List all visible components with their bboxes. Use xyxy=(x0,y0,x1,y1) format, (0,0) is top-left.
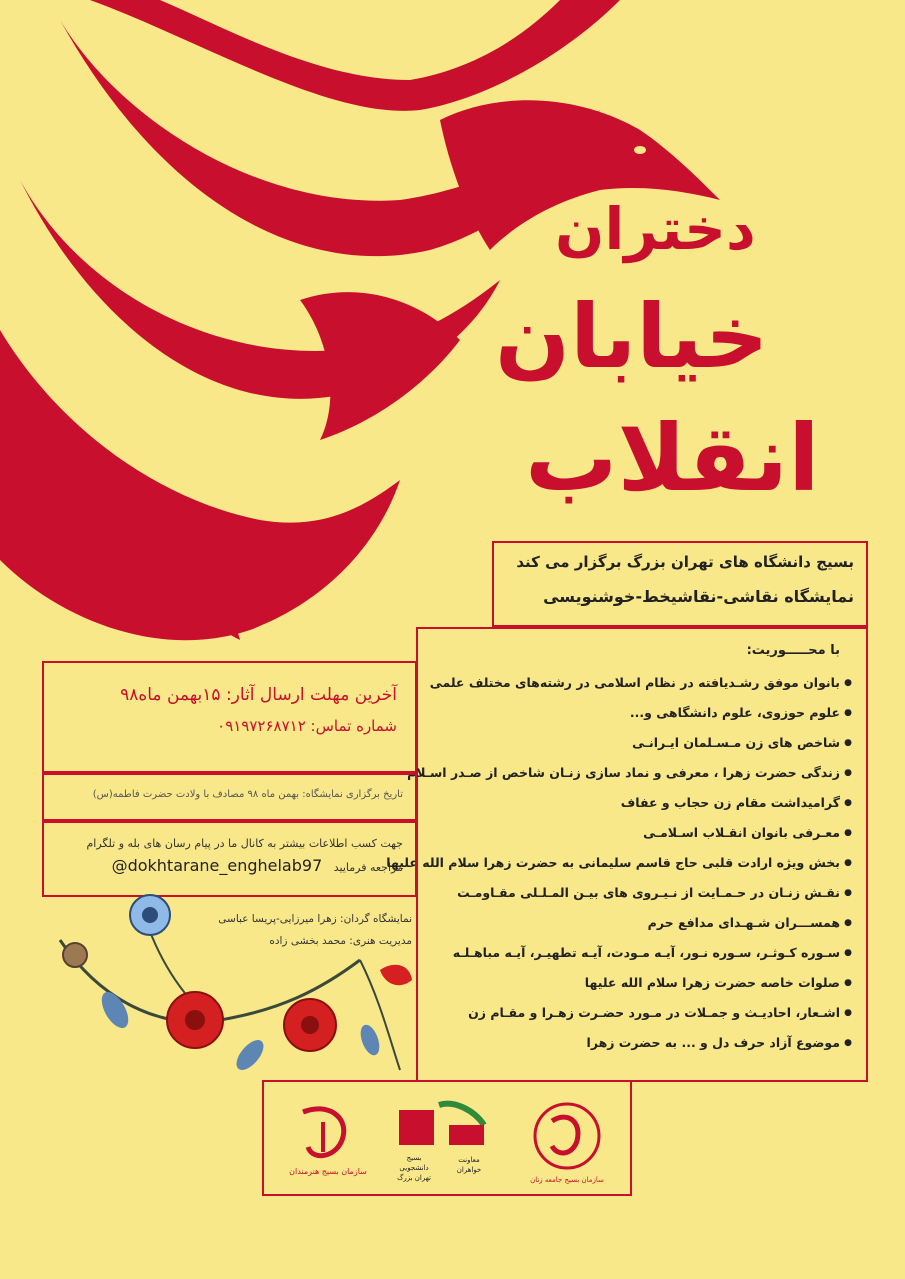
event-date-box xyxy=(42,773,417,821)
artists-basij-logo xyxy=(288,1102,368,1182)
title-line-1: دختران xyxy=(555,195,756,263)
student-basij-logo xyxy=(394,1100,494,1184)
topic-item: ● بخش ویژه ارادت قلبی حاج قاسم سلیمانی به حضرت زهرا سلام الله علیها xyxy=(432,848,852,878)
topic-item: ● بانوان موفق رشـدیافته در نظام اسلامی در رشته‌های مختلف علمی xyxy=(432,668,852,698)
topic-item: ● گرامیداشت مقام زن حجاب و عفاف xyxy=(432,788,852,818)
contact-line-2 xyxy=(56,856,403,875)
women-basij-logo xyxy=(522,1096,612,1186)
curators-credit: نمایشگاه گردان: زهرا میرزایی-پریسا عباسی xyxy=(218,913,412,925)
blue-leaf xyxy=(357,1022,383,1058)
red-flower-center xyxy=(301,1016,319,1034)
topic-item: ● علوم حوزوی، علوم دانشگاهی و... xyxy=(432,698,852,728)
topics-box xyxy=(386,627,868,1082)
contact-line-1: جهت کسب اطلاعات بیشتر به کانال ما در پیام رسان های بله و تلگرام xyxy=(86,837,403,850)
event-date: تاریخ برگزاری نمایشگاه: بهمن ماه ۹۸ مصادف با ولادت حضرت فاطمه(س) xyxy=(92,789,403,800)
right-logo-caption: سازمان بسیج جامعه زنان xyxy=(530,1176,604,1184)
blue-flower-center xyxy=(142,907,158,923)
middle-logo-caption-2: دانشجویی xyxy=(399,1164,429,1172)
title-line-2: خیابان xyxy=(495,285,769,388)
deadline-box xyxy=(42,661,417,773)
title-line-3: انقلاب xyxy=(525,405,820,512)
middle-logo-caption-5: خواهران xyxy=(456,1166,482,1174)
topic-item: ● اشـعار، احادیـث و جمـلات در مـورد حضـرت زهـرا و مقـام زن xyxy=(432,998,852,1028)
middle-logo-caption-1: بسیج xyxy=(406,1154,422,1162)
phone-number[interactable]: شماره تماس: ۰۹۱۹۷۲۶۸۷۱۲ xyxy=(217,717,397,735)
deadline-text: آخرین مهلت ارسال آثار: ۱۵بهمن ماه۹۸ xyxy=(120,685,397,705)
topic-item: ● شاخص های زن مـسـلمان ایـرانـی xyxy=(432,728,852,758)
contact-line-2-text: مراجعه فرمایید xyxy=(333,861,403,874)
bird-wing-top xyxy=(90,0,620,111)
organizer-text: بسیج دانشگاه های تهران بزرگ برگزار می کند xyxy=(516,553,854,571)
topic-item: ● زندگی حضرت زهرا ، معرفی و نماد سازی زنـان شاخص از صـدر اسـلام xyxy=(432,758,852,788)
brown-flower xyxy=(63,943,87,967)
topic-item: ● نقـش زنـان در حـمـایت از نـیـروی های بیـن المـلـلی مقـاومـت xyxy=(432,878,852,908)
exhibition-type: نمایشگاه نقاشی-نقاشیخط-خوشنویسی xyxy=(543,587,854,606)
art-director-credit: مدیریت هنری: محمد بخشی زاده xyxy=(269,935,412,947)
topics-list xyxy=(386,668,852,1058)
topic-item: ● موضوع آزاد حرف دل و ... به حضرت زهرا xyxy=(432,1028,852,1058)
channel-handle-link[interactable]: @dokhtarane_enghelab97 xyxy=(111,856,323,875)
logos-box xyxy=(262,1080,632,1196)
middle-logo-caption-4: معاونت xyxy=(458,1156,480,1164)
topics-heading: با محـــــوریت: xyxy=(746,643,840,658)
topic-item: ● صلوات خاصه حضرت زهرا سلام الله علیها xyxy=(432,968,852,998)
topic-item: ● سـوره کـوثـر، سـوره نـور، آیـه مـودت، آیـه تطهیـر، آیـه مباهـلـه xyxy=(432,938,852,968)
red-flower-center xyxy=(185,1010,205,1030)
host-box xyxy=(492,541,868,627)
topic-item: ● معـرفی بانوان انقـلاب اسـلامـی xyxy=(432,818,852,848)
topic-item: ● همســـران شـهـدای مدافع حرم xyxy=(432,908,852,938)
middle-logo-caption-3: تهران بزرگ xyxy=(397,1174,431,1182)
blue-leaf xyxy=(232,1035,269,1074)
left-logo-caption: سازمان بسیج هنرمندان xyxy=(289,1167,367,1176)
flowers-illustration xyxy=(40,880,420,1080)
red-bud xyxy=(380,965,412,985)
bird-eye xyxy=(634,146,646,154)
